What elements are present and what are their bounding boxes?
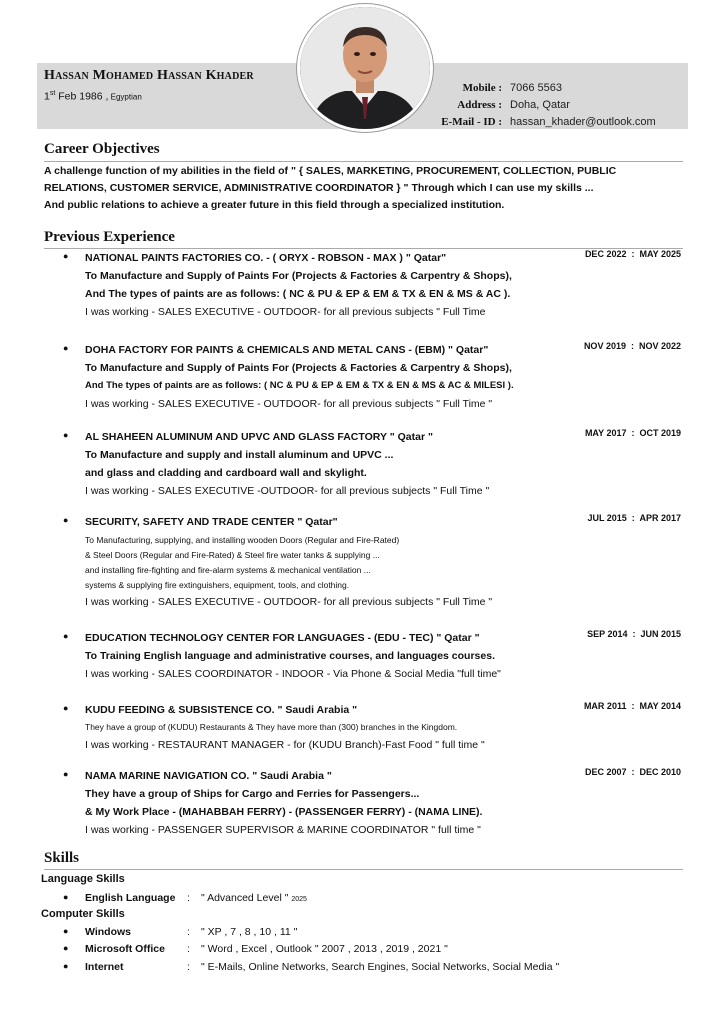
bullet-icon: ● bbox=[63, 430, 69, 440]
contact-email: E-Mail - ID : hassan_khader@outlook.com bbox=[441, 116, 656, 128]
candidate-name: Hassan Mohamed Hassan Khader bbox=[44, 68, 254, 83]
job-title: NATIONAL PAINTS FACTORIES CO. - ( ORYX - ROBSON - MAX ) " Qatar" bbox=[85, 252, 447, 264]
contact-block bbox=[425, 80, 685, 131]
bullet-icon: ● bbox=[63, 343, 69, 353]
career-objectives-title: Career Objectives bbox=[44, 141, 160, 157]
bullet-icon: ● bbox=[63, 943, 69, 953]
skill-item: ● Windows : " XP , 7 , 8 , 10 , 11 " bbox=[63, 926, 298, 938]
job-title: AL SHAHEEN ALUMINUM AND UPVC AND GLASS FACTORY " Qatar " bbox=[85, 431, 433, 443]
skills-title: Skills bbox=[44, 850, 80, 866]
job-dates: NOV 2019 : NOV 2022 bbox=[583, 341, 681, 351]
job-title: EDUCATION TECHNOLOGY CENTER FOR LANGUAGES - (EDU - TEC) " Qatar " bbox=[85, 632, 480, 644]
job-dates: DEC 2007 : DEC 2010 bbox=[584, 767, 681, 777]
bullet-icon: ● bbox=[63, 631, 69, 641]
job-entry: ● MAR 2011 : MAY 2014 KUDU FEEDING & SUBSISTENCE CO. " Saudi Arabia " They have a group of (KUDU) Restaurants & They have more than (300) branches in the Kingdom. I was working - RESTAURANT MANAGER - for (KUDU Branch)-Fast Food " full time " bbox=[63, 701, 688, 754]
language-skills-title: Language Skills bbox=[41, 873, 125, 885]
job-title: DOHA FACTORY FOR PAINTS & CHEMICALS AND METAL CANS - (EBM) " Qatar" bbox=[85, 344, 489, 356]
bullet-icon: ● bbox=[63, 769, 69, 779]
job-entry: ● DEC 2022 : MAY 2025 NATIONAL PAINTS FACTORIES CO. - ( ORYX - ROBSON - MAX ) " Qatar" To Manufacture and Supply of Paints For (Projects & Factories & Carpentry & Shops), And The types of paints are as follows: ( NC & PU & EP & EM & TX & EN & MS & AC ). I was working - SALES EXECUTIVE - OUTDOOR- for all previous subjects " Full Time bbox=[63, 249, 688, 321]
profile-photo bbox=[297, 4, 433, 132]
skill-item: ● English Language : " Advanced Level " 2025 bbox=[63, 892, 307, 904]
birth-date: 1st Feb 1986 , Egyptian bbox=[44, 90, 142, 103]
bullet-icon: ● bbox=[63, 892, 69, 902]
job-entry: ● NOV 2019 : NOV 2022 DOHA FACTORY FOR PAINTS & CHEMICALS AND METAL CANS - (EBM) " Qatar" To Manufacture and Supply of Paints For (Projects & Factories & Carpentry & Shops), And The types of paints are as follows: ( NC & PU & EP & EM & TX & EN & MS & AC & MILESI ). I was working - SALES EXECUTIVE - OUTDOOR- for all previous subjects " Full Time " bbox=[63, 341, 688, 413]
job-entry: ● DEC 2007 : DEC 2010 NAMA MARINE NAVIGATION CO. " Saudi Arabia " They have a group of Ships for Cargo and Ferries for Passengers... & My Work Place - (MAHABBAH FERRY) - (PASSENGER FERRY) - (NAMA LINE). I was working - PASSENGER SUPERVISOR & MARINE COORDINATOR " full time " bbox=[63, 767, 688, 839]
previous-experience-title: Previous Experience bbox=[44, 229, 175, 245]
contact-address: Address : Doha, Qatar bbox=[457, 99, 570, 111]
bullet-icon: ● bbox=[63, 926, 69, 936]
bullet-icon: ● bbox=[63, 515, 69, 525]
job-dates: DEC 2022 : MAY 2025 bbox=[584, 249, 681, 259]
section-divider bbox=[44, 869, 683, 870]
job-title: SECURITY, SAFETY AND TRADE CENTER " Qatar" bbox=[85, 516, 338, 528]
section-divider bbox=[44, 161, 683, 162]
skill-item: ● Microsoft Office : " Word , Excel , Outlook " 2007 , 2013 , 2019 , 2021 " bbox=[63, 943, 448, 955]
job-dates: MAR 2011 : MAY 2014 bbox=[583, 701, 681, 711]
skill-item: ● Internet : " E-Mails, Online Networks, Search Engines, Social Networks, Social Media " bbox=[63, 961, 560, 973]
contact-mobile: Mobile : 7066 5563 bbox=[462, 82, 562, 94]
job-dates: SEP 2014 : JUN 2015 bbox=[587, 629, 681, 639]
computer-skills-title: Computer Skills bbox=[41, 908, 125, 920]
job-title: KUDU FEEDING & SUBSISTENCE CO. " Saudi Arabia " bbox=[85, 704, 358, 716]
bullet-icon: ● bbox=[63, 251, 69, 261]
job-title: NAMA MARINE NAVIGATION CO. " Saudi Arabia " bbox=[85, 770, 332, 782]
bullet-icon: ● bbox=[63, 961, 69, 971]
job-entry: ● JUL 2015 : APR 2017 SECURITY, SAFETY AND TRADE CENTER " Qatar" To Manufacturing, supplying, and installing wooden Doors (Regular and Fire-Rated) & Steel Doors (Regular and Fire-Rated) & Steel fire water tanks & supplying ... and installing fire-fighting and fire-alarm systems & mechanical ventilation ... systems & supplying fire extinguishers, equipment, tools, and clothing. I was working - SALES EXECUTIVE - OUTDOOR- for all previous subjects " Full Time " bbox=[63, 513, 688, 611]
job-dates: JUL 2015 : APR 2017 bbox=[587, 513, 681, 523]
job-entry: ● MAY 2017 : OCT 2019 AL SHAHEEN ALUMINUM AND UPVC AND GLASS FACTORY " Qatar " To Manufacture and supply and install aluminum and UPVC ... and glass and cladding and cardboard wall and skylight. I was working - SALES EXECUTIVE -OUTDOOR- for all previous subjects " Full Time " bbox=[63, 428, 688, 500]
bullet-icon: ● bbox=[63, 703, 69, 713]
career-objectives-text: A challenge function of my abilities in the field of " { SALES, MARKETING, PROCUREMENT, COLLECTION, PUBLIC RELATIONS, CUSTOMER SERVICE, ADMINISTRATIVE COORDINATOR } " Through which I can use my skills ... And public relations to achieve a greater future in this field through a specialized institution. bbox=[44, 165, 617, 211]
job-entry: ● SEP 2014 : JUN 2015 EDUCATION TECHNOLOGY CENTER FOR LANGUAGES - (EDU - TEC) " Qatar " To Training English language and administrative courses, and languages courses. I was working - SALES COORDINATOR - INDOOR - Via Phone & Social Media "full time" bbox=[63, 629, 688, 683]
job-dates: MAY 2017 : OCT 2019 bbox=[584, 428, 681, 438]
